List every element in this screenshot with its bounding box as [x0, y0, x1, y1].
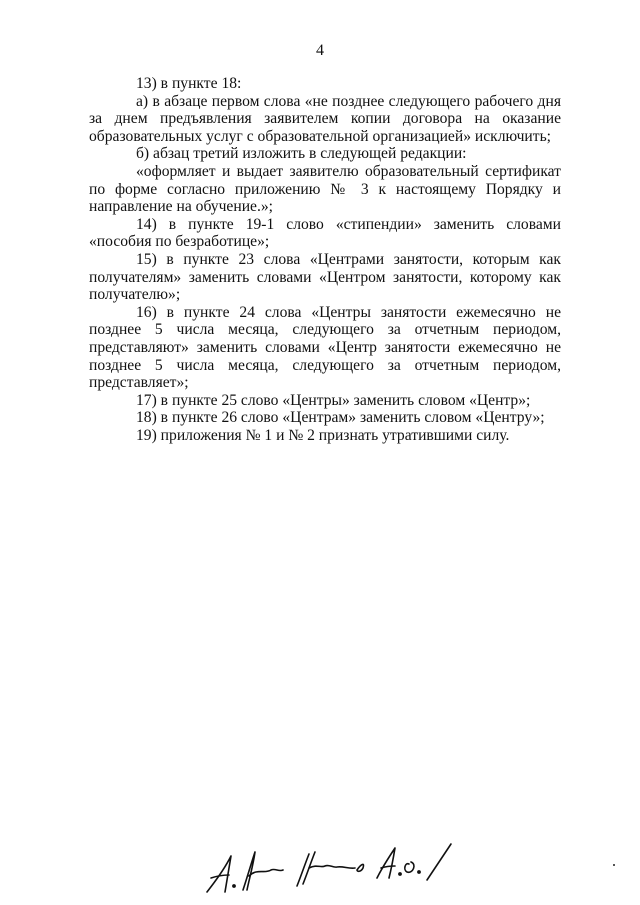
paragraph-19: 19) приложения № 1 и № 2 признать утратившими силу.	[136, 426, 510, 444]
handwritten-signature-icon	[205, 838, 485, 900]
document-body	[89, 75, 561, 444]
paragraph-13b-quote: «оформляет и выдает заявителю образовательный сертификат по форме согласно приложению № 3 к настоящему Порядку и направление на обучение.»;	[89, 162, 561, 216]
page-number: 4	[316, 42, 324, 59]
paragraph-13a: а) в абзаце первом слова «не позднее следующего рабочего дня за днем предъявления заявителем копии договора на оказание образовательных услуг с образовательной организацией» исключить;	[89, 92, 561, 145]
paragraph-13: 13) в пункте 18:	[136, 75, 242, 92]
paragraph-17: 17) в пункте 25 слово «Центры» заменить словом «Центр»;	[136, 391, 531, 409]
paragraph-15: 15) в пункте 23 слова «Центрами занятости, которым как получателям» заменить словами «Центром занятости, которому как получателю»;	[89, 250, 561, 304]
scan-artifact	[613, 864, 615, 866]
paragraph-14: 14) в пункте 19-1 слово «стипендии» заменить словами «пособия по безработице»;	[89, 215, 561, 251]
paragraph-18: 18) в пункте 26 слово «Центрам» заменить словом «Центру»;	[136, 409, 545, 427]
paragraph-16: 16) в пункте 24 слова «Центры занятости ежемесячно не позднее 5 числа месяца, следующего за отчетным периодом, представляют» заменить словами «Центр занятости ежемесячно не позднее 5 числа месяца, следующего за отчетным периодом, представляет»;	[89, 303, 561, 392]
paragraph-13b: б) абзац третий изложить в следующей редакции:	[136, 145, 467, 163]
